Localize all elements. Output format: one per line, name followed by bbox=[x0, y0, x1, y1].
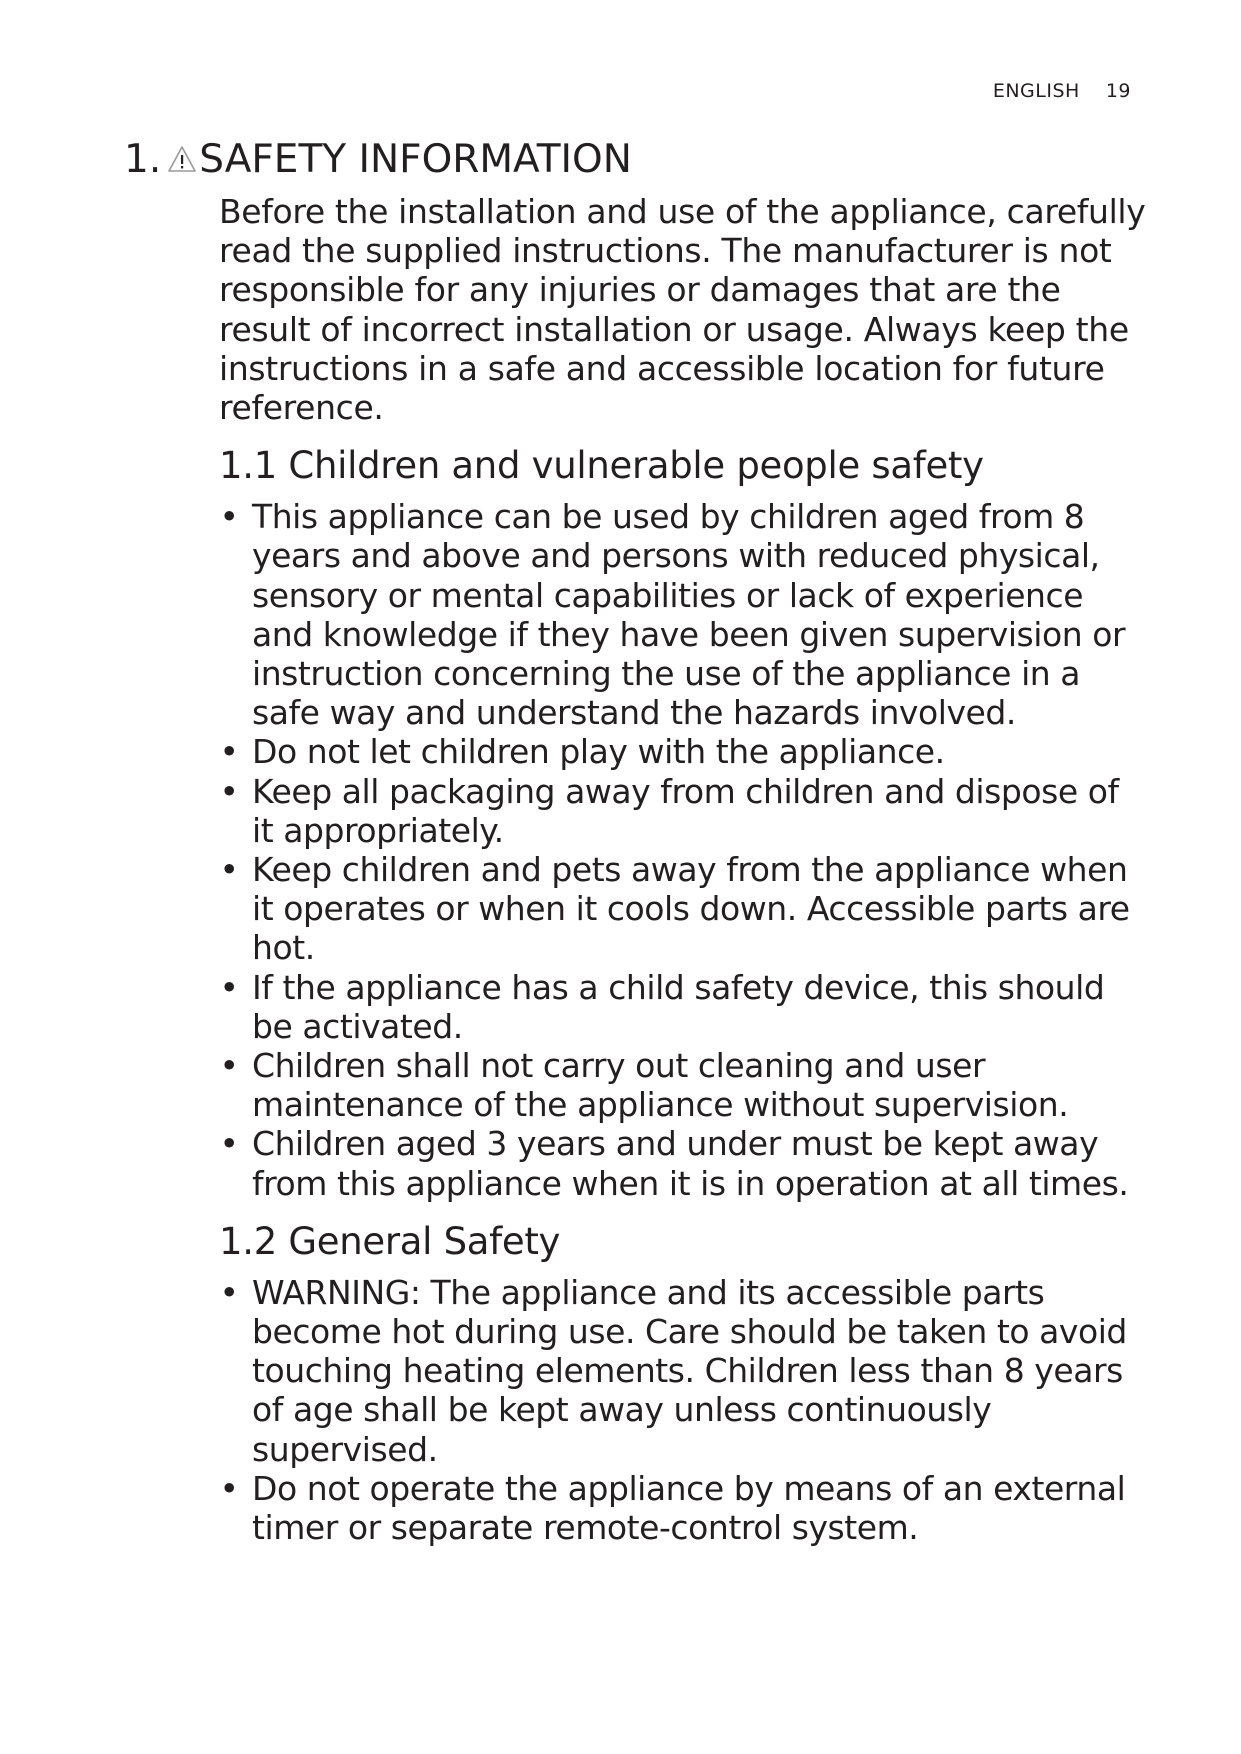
list-item bbox=[219, 850, 1149, 968]
list-item bbox=[219, 497, 1149, 732]
bullet: • bbox=[219, 1124, 239, 1164]
list-item bbox=[219, 1124, 1149, 1202]
section-title-text: SAFETY INFORMATION bbox=[199, 137, 632, 182]
list-item-text: Children aged 3 years and under must be kept away from this appliance when it is in operation at all times. bbox=[252, 1124, 1129, 1203]
section-title bbox=[124, 136, 632, 184]
list-item bbox=[219, 772, 1149, 850]
list-item-text: WARNING: The appliance and its accessible parts become hot during use. Care should be taken to avoid touching heating elements. Children less than 8 years of age shall be kept away unless continuously supervised. bbox=[252, 1272, 1127, 1469]
page-header bbox=[993, 80, 1131, 102]
warning-triangle-icon bbox=[167, 144, 197, 174]
intro-paragraph: Before the installation and use of the appliance, carefully read the supplied instructions. The manufacturer is not responsible for any injuries or damages that are the result of incorrect installation or usage. Always keep the instructions in a safe and accessible location for future reference. bbox=[219, 192, 1146, 428]
subsection-number: 1.1 bbox=[219, 444, 277, 488]
bullet: • bbox=[219, 497, 239, 537]
bullet: • bbox=[219, 1272, 239, 1312]
bullet: • bbox=[219, 732, 239, 772]
list-item-text: Keep all packaging away from children and dispose of it appropriately. bbox=[252, 771, 1119, 850]
list-item bbox=[219, 1469, 1149, 1547]
list-item bbox=[219, 968, 1149, 1046]
list-item-text: Children shall not carry out cleaning and user maintenance of the appliance without supervision. bbox=[252, 1046, 1069, 1125]
list-item bbox=[219, 732, 1149, 771]
bullet: • bbox=[219, 850, 239, 890]
subsection-heading bbox=[219, 443, 1149, 489]
subsection-heading bbox=[219, 1219, 1149, 1265]
bullet-list-children bbox=[219, 497, 1149, 1203]
list-item bbox=[219, 1273, 1149, 1469]
list-item-text: If the appliance has a child safety device, this should be activated. bbox=[252, 967, 1105, 1046]
content-body bbox=[219, 192, 1149, 1547]
bullet: • bbox=[219, 1468, 239, 1508]
page-number: 19 bbox=[1105, 80, 1131, 102]
list-item-text: Keep children and pets away from the appliance when it operates or when it cools down. Accessible parts are hot. bbox=[252, 850, 1130, 968]
section-number: 1. bbox=[124, 137, 162, 182]
list-item bbox=[219, 1046, 1149, 1124]
bullet-list-general bbox=[219, 1273, 1149, 1547]
subsection-number: 1.2 bbox=[219, 1219, 277, 1263]
subsection-title: General Safety bbox=[288, 1219, 561, 1263]
bullet: • bbox=[219, 967, 239, 1007]
list-item-text: This appliance can be used by children aged from 8 years and above and persons with reduced physical, sensory or mental capabilities or lack of experience and knowledge if they have been given supervision or instruction concerning the use of the appliance in a safe way and understand the hazards involved. bbox=[252, 497, 1126, 733]
bullet: • bbox=[219, 1046, 239, 1086]
language-label: ENGLISH bbox=[992, 80, 1080, 102]
list-item-text: Do not operate the appliance by means of an external timer or separate remote-control system. bbox=[252, 1468, 1126, 1548]
list-item-text: Do not let children play with the appliance. bbox=[252, 732, 945, 772]
bullet: • bbox=[219, 771, 239, 811]
subsection-title: Children and vulnerable people safety bbox=[288, 444, 984, 488]
